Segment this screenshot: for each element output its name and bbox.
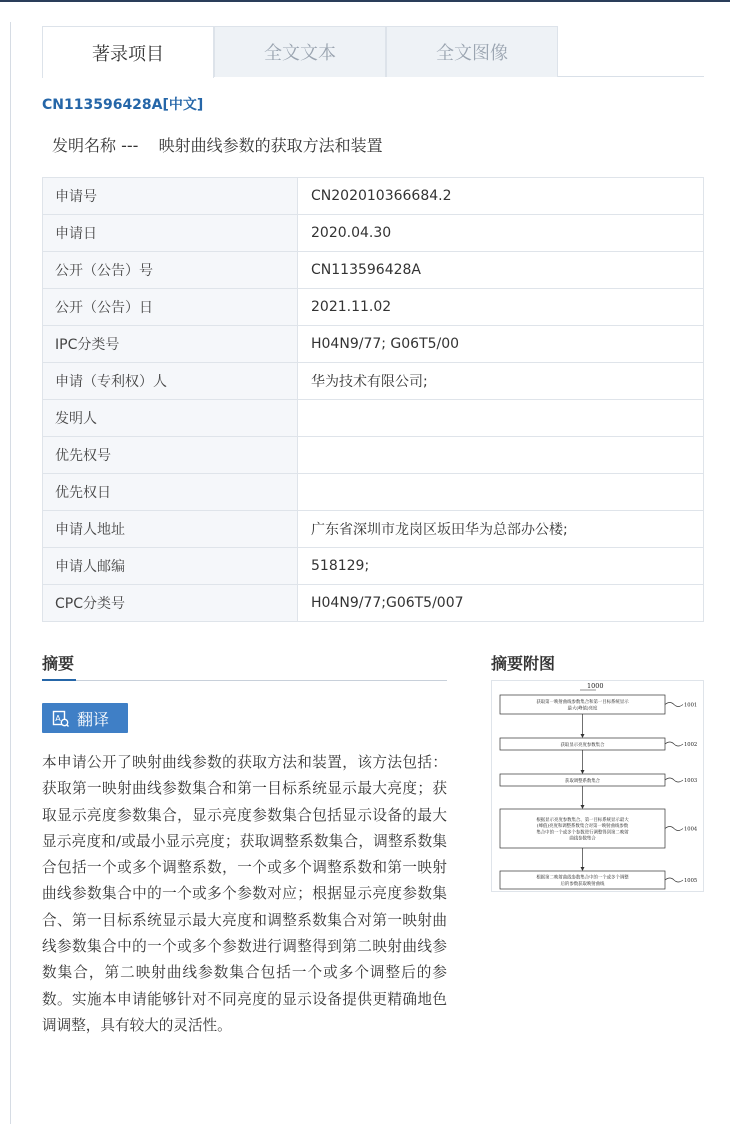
publication-number-link[interactable]: CN113596428A[中文]	[42, 97, 204, 113]
flow-step-text: 曲线参数集合	[569, 836, 596, 842]
translate-icon	[52, 710, 69, 727]
flow-step-text: 获取显示亮度参数集合	[560, 742, 605, 748]
field-label: 优先权日	[43, 474, 298, 511]
flow-ref-number: 1004	[684, 826, 698, 833]
top-border	[0, 0, 730, 2]
abstract-text: 本申请公开了映射曲线参数的获取方法和装置，该方法包括：获取第一映射曲线参数集合和第一目标系统显示最大亮度；获取显示亮度参数集合，显示亮度参数集合包括显示设备的最大显示亮度和/或最小显示亮度；获取调整系数集合，调整系数集合包括一个或多个调整系数，一个或多个调整系数和第一映射曲线参数集合中的一个或多个参数对应；根据显示亮度参数集合、第一目标系统显示最大亮度和调整系数集合对第一映射曲线参数集合中的一个或多个参数进行调整得到第二映射曲线参数集合，第二映射曲线参数集合包括一个或多个调整后的参数。实施本申请能够针对不同亮度的显示设备提供更精确地色调调整，具有较大的灵活性。	[42, 754, 447, 1034]
field-value: CN113596428A	[298, 252, 704, 289]
field-label: 公开（公告）日	[43, 289, 298, 326]
field-label: 申请人邮编	[43, 548, 298, 585]
field-value	[298, 400, 704, 437]
flow-step-text: 集合中的一个或多个参数进行调整得到第二映射	[536, 830, 629, 836]
table-row	[43, 474, 704, 511]
field-label: 申请人地址	[43, 511, 298, 548]
field-value: H04N9/77; G06T5/00	[298, 326, 704, 363]
flow-arrow-head	[581, 734, 585, 738]
table-row	[43, 363, 704, 400]
bibliographic-table	[42, 177, 704, 622]
flow-arrow-head	[581, 805, 585, 809]
table-row	[43, 289, 704, 326]
field-value: 华为技术有限公司;	[298, 363, 704, 400]
field-label: 申请（专利权）人	[43, 363, 298, 400]
invention-title: 映射曲线参数的获取方法和装置	[158, 136, 383, 155]
table-row	[43, 252, 704, 289]
figure-heading: 摘要附图	[491, 654, 556, 673]
field-label: CPC分类号	[43, 585, 298, 622]
tab-full-text[interactable]: 全文文本	[214, 26, 386, 77]
field-label: IPC分类号	[43, 326, 298, 363]
flow-step-text: 根据显示亮度参数集合、第一目标系统显示最大	[536, 818, 629, 823]
figure-number: 1000	[587, 682, 604, 690]
table-row	[43, 511, 704, 548]
flow-ref-leader	[665, 703, 683, 707]
field-value	[298, 474, 704, 511]
flow-ref-number: 1002	[684, 742, 698, 748]
flow-ref-leader	[665, 778, 683, 782]
field-value: 518129;	[298, 548, 704, 585]
table-row	[43, 400, 704, 437]
abstract-figure[interactable]	[491, 680, 704, 892]
field-label: 优先权号	[43, 437, 298, 474]
flow-step-text: (峰值)亮度和调整系数集合对第一映射曲线参数	[536, 824, 629, 830]
field-value	[298, 437, 704, 474]
tab-bibliographic[interactable]: 著录项目	[42, 26, 214, 78]
field-label: 申请日	[43, 215, 298, 252]
table-row	[43, 215, 704, 252]
flow-arrow-head	[581, 867, 585, 871]
flow-ref-leader	[665, 878, 683, 882]
field-value: 2020.04.30	[298, 215, 704, 252]
invention-title-row	[52, 133, 383, 156]
table-row	[43, 437, 704, 474]
translate-label: 翻译	[77, 709, 110, 729]
field-label: 公开（公告）号	[43, 252, 298, 289]
field-label: 申请号	[43, 178, 298, 215]
flow-ref-leader	[665, 827, 683, 831]
field-value: CN202010366684.2	[298, 178, 704, 215]
flow-step-text: 最大(峰值)亮度	[567, 706, 598, 712]
table-row	[43, 548, 704, 585]
flowchart	[492, 681, 703, 891]
field-value: 广东省深圳市龙岗区坂田华为总部办公楼;	[298, 511, 704, 548]
flow-ref-leader	[665, 742, 683, 746]
abstract-heading: 摘要	[42, 654, 75, 673]
flow-step-text: 后的参数获取映射曲线	[560, 881, 605, 887]
flow-ref-number: 1005	[684, 878, 698, 884]
abstract-divider-accent	[42, 679, 76, 681]
invention-title-prefix: 发明名称 ---	[52, 136, 139, 155]
translate-button[interactable]	[42, 703, 128, 733]
left-panel-edge	[10, 22, 11, 1124]
tab-bar	[42, 26, 704, 77]
tab-full-image[interactable]: 全文图像	[386, 26, 558, 77]
svg-text:A: A	[55, 713, 61, 723]
field-value: 2021.11.02	[298, 289, 704, 326]
flow-step-text: 获取调整系数集合	[564, 778, 601, 784]
flow-step-text: 获取第一映射曲线参数集合和第一目标系统显示	[536, 700, 629, 706]
table-row	[43, 326, 704, 363]
flow-arrow-head	[581, 770, 585, 774]
table-row	[43, 178, 704, 215]
flow-ref-number: 1001	[684, 702, 698, 709]
field-value: H04N9/77;G06T5/007	[298, 585, 704, 622]
flow-step-text: 根据第二映射曲线参数集合中的一个或多个调整	[536, 875, 629, 881]
flow-ref-number: 1003	[684, 778, 698, 784]
field-label: 发明人	[43, 400, 298, 437]
table-row	[43, 585, 704, 622]
abstract-divider	[42, 680, 447, 681]
